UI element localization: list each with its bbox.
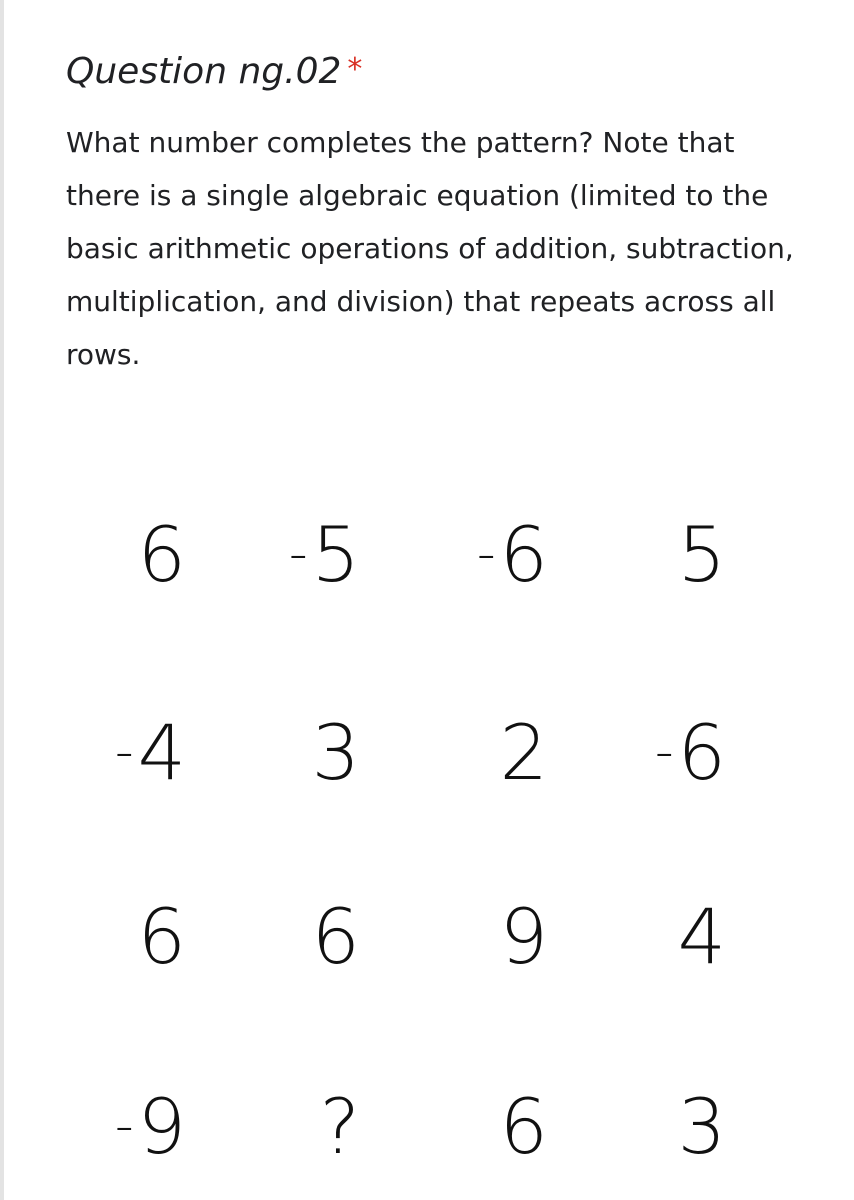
pattern-number-cell: 3 <box>677 1082 728 1171</box>
pattern-number-cell: 6 <box>137 892 188 981</box>
question-title-text: Question ng.02 <box>66 51 342 92</box>
missing-number-cell: ? <box>319 1082 362 1171</box>
pattern-number-cell: -5 <box>288 510 362 599</box>
pattern-number-cell: -4 <box>114 708 188 797</box>
pattern-number-cell: -9 <box>114 1082 188 1171</box>
pattern-number-cell: 3 <box>311 708 362 797</box>
question-description: What number completes the pattern? Note that there is a single algebraic equation (limited to the basic arithmetic operations of addition, subtraction, multiplication, and division) that repeats across all rows. <box>66 126 794 371</box>
required-asterisk: * <box>347 52 363 87</box>
pattern-number-cell: -6 <box>654 708 728 797</box>
pattern-number-cell: 5 <box>677 510 728 599</box>
pattern-number-cell: 2 <box>499 708 550 797</box>
pattern-number-cell: 4 <box>677 892 728 981</box>
pattern-number-cell: 9 <box>499 892 550 981</box>
pattern-number-cell: 6 <box>311 892 362 981</box>
pattern-number-cell: -6 <box>476 510 550 599</box>
pattern-number-cell: 6 <box>137 510 188 599</box>
pattern-number-cell: 6 <box>499 1082 550 1171</box>
